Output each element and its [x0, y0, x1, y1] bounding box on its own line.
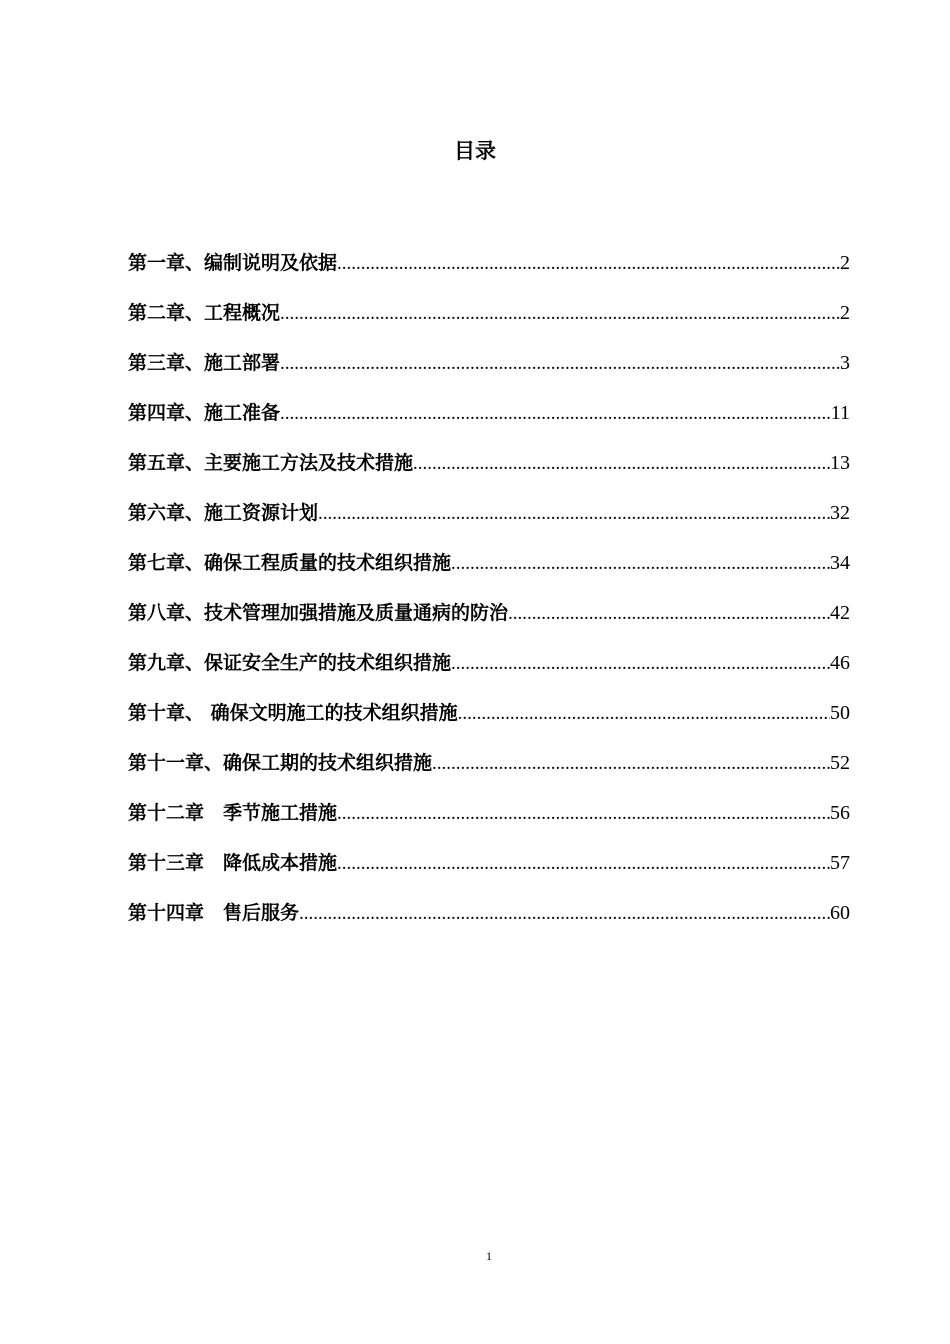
toc-entry-title[interactable]: 第八章、技术管理加强措施及质量通病的防治	[128, 602, 509, 624]
toc-entry-page[interactable]: 52	[830, 752, 850, 774]
table-of-contents	[128, 248, 850, 948]
toc-entry-page[interactable]: 3	[840, 352, 850, 374]
toc-entry-12[interactable]	[128, 798, 850, 848]
toc-dot-leader	[432, 749, 830, 779]
toc-entry-13[interactable]	[128, 848, 850, 898]
toc-entry-1[interactable]	[128, 248, 850, 298]
toc-entry-title[interactable]: 第七章、确保工程质量的技术组织措施	[128, 552, 452, 574]
page-title: 目录	[454, 139, 496, 163]
toc-entry-title[interactable]: 第九章、保证安全生产的技术组织措施	[128, 652, 452, 674]
toc-dot-leader	[337, 849, 830, 879]
toc-entry-3[interactable]	[128, 348, 850, 398]
toc-entry-title[interactable]: 第三章、施工部署	[128, 352, 281, 374]
toc-entry-title[interactable]: 第十四章 售后服务	[128, 902, 300, 924]
toc-dot-leader	[318, 499, 830, 529]
toc-entry-9[interactable]	[128, 648, 850, 698]
toc-dot-leader	[508, 599, 830, 629]
toc-entry-page[interactable]: 13	[830, 452, 850, 474]
toc-entry-page[interactable]: 34	[830, 552, 850, 574]
toc-entry-page[interactable]: 46	[830, 652, 850, 674]
toc-dot-leader	[280, 299, 840, 329]
toc-entry-page[interactable]: 11	[830, 402, 850, 424]
toc-entry-page[interactable]: 2	[840, 302, 850, 324]
toc-entry-6[interactable]	[128, 498, 850, 548]
toc-dot-leader	[451, 549, 830, 579]
toc-entry-7[interactable]	[128, 548, 850, 598]
toc-dot-leader	[458, 699, 830, 729]
toc-entry-title[interactable]: 第十章、 确保文明施工的技术组织措施	[128, 702, 458, 724]
toc-entry-page[interactable]: 2	[840, 252, 850, 274]
toc-entry-page[interactable]: 56	[830, 802, 850, 824]
toc-entry-title[interactable]: 第五章、主要施工方法及技术措施	[128, 452, 414, 474]
toc-entry-14[interactable]	[128, 898, 850, 948]
toc-dot-leader	[299, 899, 830, 929]
toc-entry-page[interactable]: 60	[830, 902, 850, 924]
toc-entry-page[interactable]: 50	[830, 702, 850, 724]
toc-entry-4[interactable]	[128, 398, 850, 448]
toc-entry-title[interactable]: 第十一章、确保工期的技术组织措施	[128, 752, 433, 774]
toc-dot-leader	[337, 249, 840, 279]
toc-entry-10[interactable]	[128, 698, 850, 748]
toc-entry-2[interactable]	[128, 298, 850, 348]
toc-dot-leader	[451, 649, 830, 679]
toc-entry-5[interactable]	[128, 448, 850, 498]
toc-entry-title[interactable]: 第十三章 降低成本措施	[128, 852, 338, 874]
toc-entry-title[interactable]: 第一章、编制说明及依据	[128, 252, 338, 274]
page-number: 1	[486, 1249, 492, 1263]
toc-dot-leader	[413, 449, 830, 479]
toc-dot-leader	[280, 399, 831, 429]
toc-entry-page[interactable]: 42	[830, 602, 850, 624]
toc-entry-8[interactable]	[128, 598, 850, 648]
toc-entry-title[interactable]: 第十二章 季节施工措施	[128, 802, 338, 824]
toc-entry-page[interactable]: 32	[830, 502, 850, 524]
toc-entry-title[interactable]: 第二章、工程概况	[128, 302, 281, 324]
toc-dot-leader	[280, 349, 840, 379]
toc-entry-title[interactable]: 第四章、施工准备	[128, 402, 281, 424]
toc-dot-leader	[337, 799, 830, 829]
toc-entry-title[interactable]: 第六章、施工资源计划	[128, 502, 319, 524]
toc-entry-11[interactable]	[128, 748, 850, 798]
toc-entry-page[interactable]: 57	[830, 852, 850, 874]
